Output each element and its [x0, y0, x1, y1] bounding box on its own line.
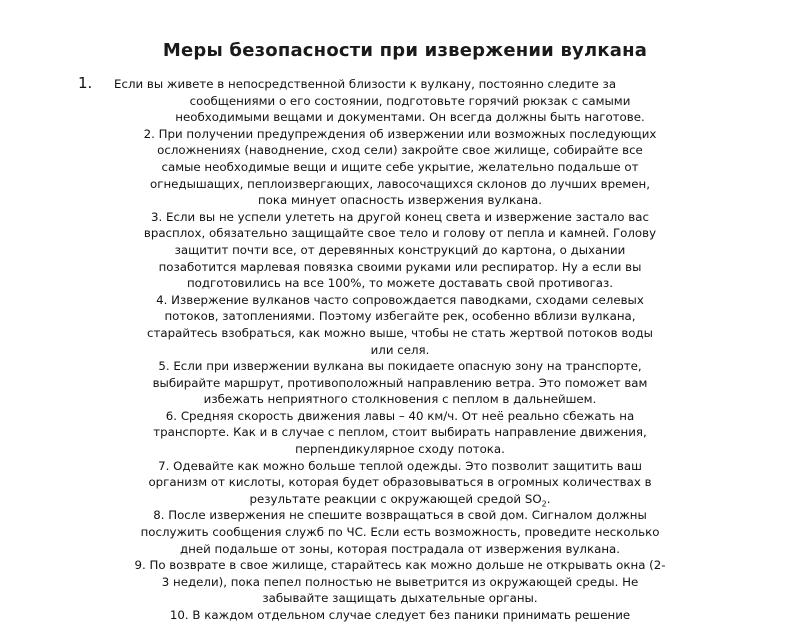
item-line: подготовились на все 100%, то можете доставать свой противогаз.: [186, 276, 614, 291]
item-line: врасплох, обязательно защищайте свое тело и голову от пепла и камней. Голову: [143, 226, 657, 241]
punctuation: .: [546, 491, 551, 506]
list-item: [60, 607, 740, 624]
list-item: [60, 209, 740, 292]
item-number: 6.: [165, 408, 178, 423]
item-number: 4.: [156, 292, 168, 307]
list-item: [60, 292, 740, 358]
item-line: осложнениях (наводнение, сход сели) закройте свое жилище, собирайте все: [157, 143, 643, 158]
list-item: [60, 126, 740, 209]
item-line: самые необходимые вещи и ищите себе укрытие, желательно подальше от: [161, 159, 639, 174]
item-line: забывайте защищать дыхательные органы.: [262, 591, 538, 606]
item-line: 3 недели), пока пепел полностью не выветрится из окружающей среды. Не: [161, 574, 639, 589]
item-line: организм от кислоты, которая будет образовываться в огромных количествах в: [148, 475, 652, 490]
page-title: Меры безопасности при извержении вулкана: [162, 40, 648, 61]
item-line: сообщениями о его состоянии, подготовьте горячий рюкзак с самыми: [189, 93, 631, 108]
item-line: Если вы не успели улететь на другой конец света и извержение застало вас: [166, 209, 649, 224]
item-number: 9.: [134, 558, 146, 573]
item-line: необходимыми вещами и документами. Он всегда должны быть наготове.: [175, 110, 645, 125]
item-line: избежать неприятного столкновения с пеплом в дальнейшем.: [203, 392, 597, 407]
item-number: 5.: [158, 359, 170, 374]
item-line: позаботится марлевая повязка своими руками или респиратор. Ну а если вы: [158, 259, 642, 274]
item-line: результате реакции с окружающей средой SO: [249, 491, 542, 506]
item-number: 2.: [143, 126, 155, 141]
item-line: защитит почти все, от деревянных конструкций до картона, о дыхании: [174, 242, 626, 257]
list-item: [60, 507, 740, 557]
item-line: транспорте. Как и в случае с пеплом, стоит выбирать направление движения,: [153, 425, 647, 440]
item-line: Если вы живете в непосредственной близости к вулкану, постоянно следите за: [114, 77, 617, 91]
item-number: 8.: [153, 508, 165, 523]
item-line: пока минует опасность извержения вулкана.: [257, 193, 543, 208]
list-item: [60, 358, 740, 408]
item-number: 1.: [78, 74, 93, 92]
list-item: [60, 458, 740, 508]
item-line: Извержение вулканов часто сопровождается паводками, сходами селевых: [171, 292, 644, 307]
item-line: При получении предупреждения об извержении или возможных последующих: [158, 126, 657, 141]
item-line: или селя.: [370, 342, 430, 357]
item-line: послужить сообщения служб по ЧС. Если есть возможность, проведите несколько: [140, 525, 660, 540]
item-line: дней подальше от зоны, которая пострадала от извержения вулкана.: [179, 541, 621, 556]
item-number: 7.: [158, 458, 170, 473]
item-number: 3.: [151, 209, 163, 224]
item-line: По возврате в свое жилище, старайтесь как можно дольше не открывать окна (2-: [149, 558, 666, 573]
list-item: [60, 76, 740, 126]
item-line: Средняя скорость движения лавы – 40 км/ч. От неё реально сбежать на: [180, 408, 635, 423]
list-item: [60, 408, 740, 458]
item-line: потоков, затоплениями. Поэтому избегайте рек, особенно вблизи вулкана,: [164, 309, 636, 324]
item-line: Если при извержении вулкана вы покидаете опасную зону на транспорте,: [173, 359, 642, 374]
item-line: В каждом отдельном случае следует без паники принимать решение: [192, 608, 631, 622]
item-line: старайтесь взобраться, как можно выше, чтобы не стать жертвой потоков воды: [147, 325, 653, 340]
item-line: выбирайте маршрут, противоположный направлению ветра. Это поможет вам: [152, 375, 648, 390]
item-line: огнедышащих, пеплоизвергающих, лавосочащихся склонов до лучших времен,: [150, 176, 650, 191]
item-line: перпендикулярное сходу потока.: [295, 442, 505, 457]
item-line: После извержения не спешите возвращаться в свой дом. Сигналом должны: [168, 508, 647, 523]
item-line: Одевайте как можно больше теплой одежды. Это позволит защитить ваш: [173, 458, 642, 473]
safety-list: [60, 76, 740, 624]
subscript: 2: [541, 499, 547, 509]
item-number: 10.: [169, 608, 189, 622]
